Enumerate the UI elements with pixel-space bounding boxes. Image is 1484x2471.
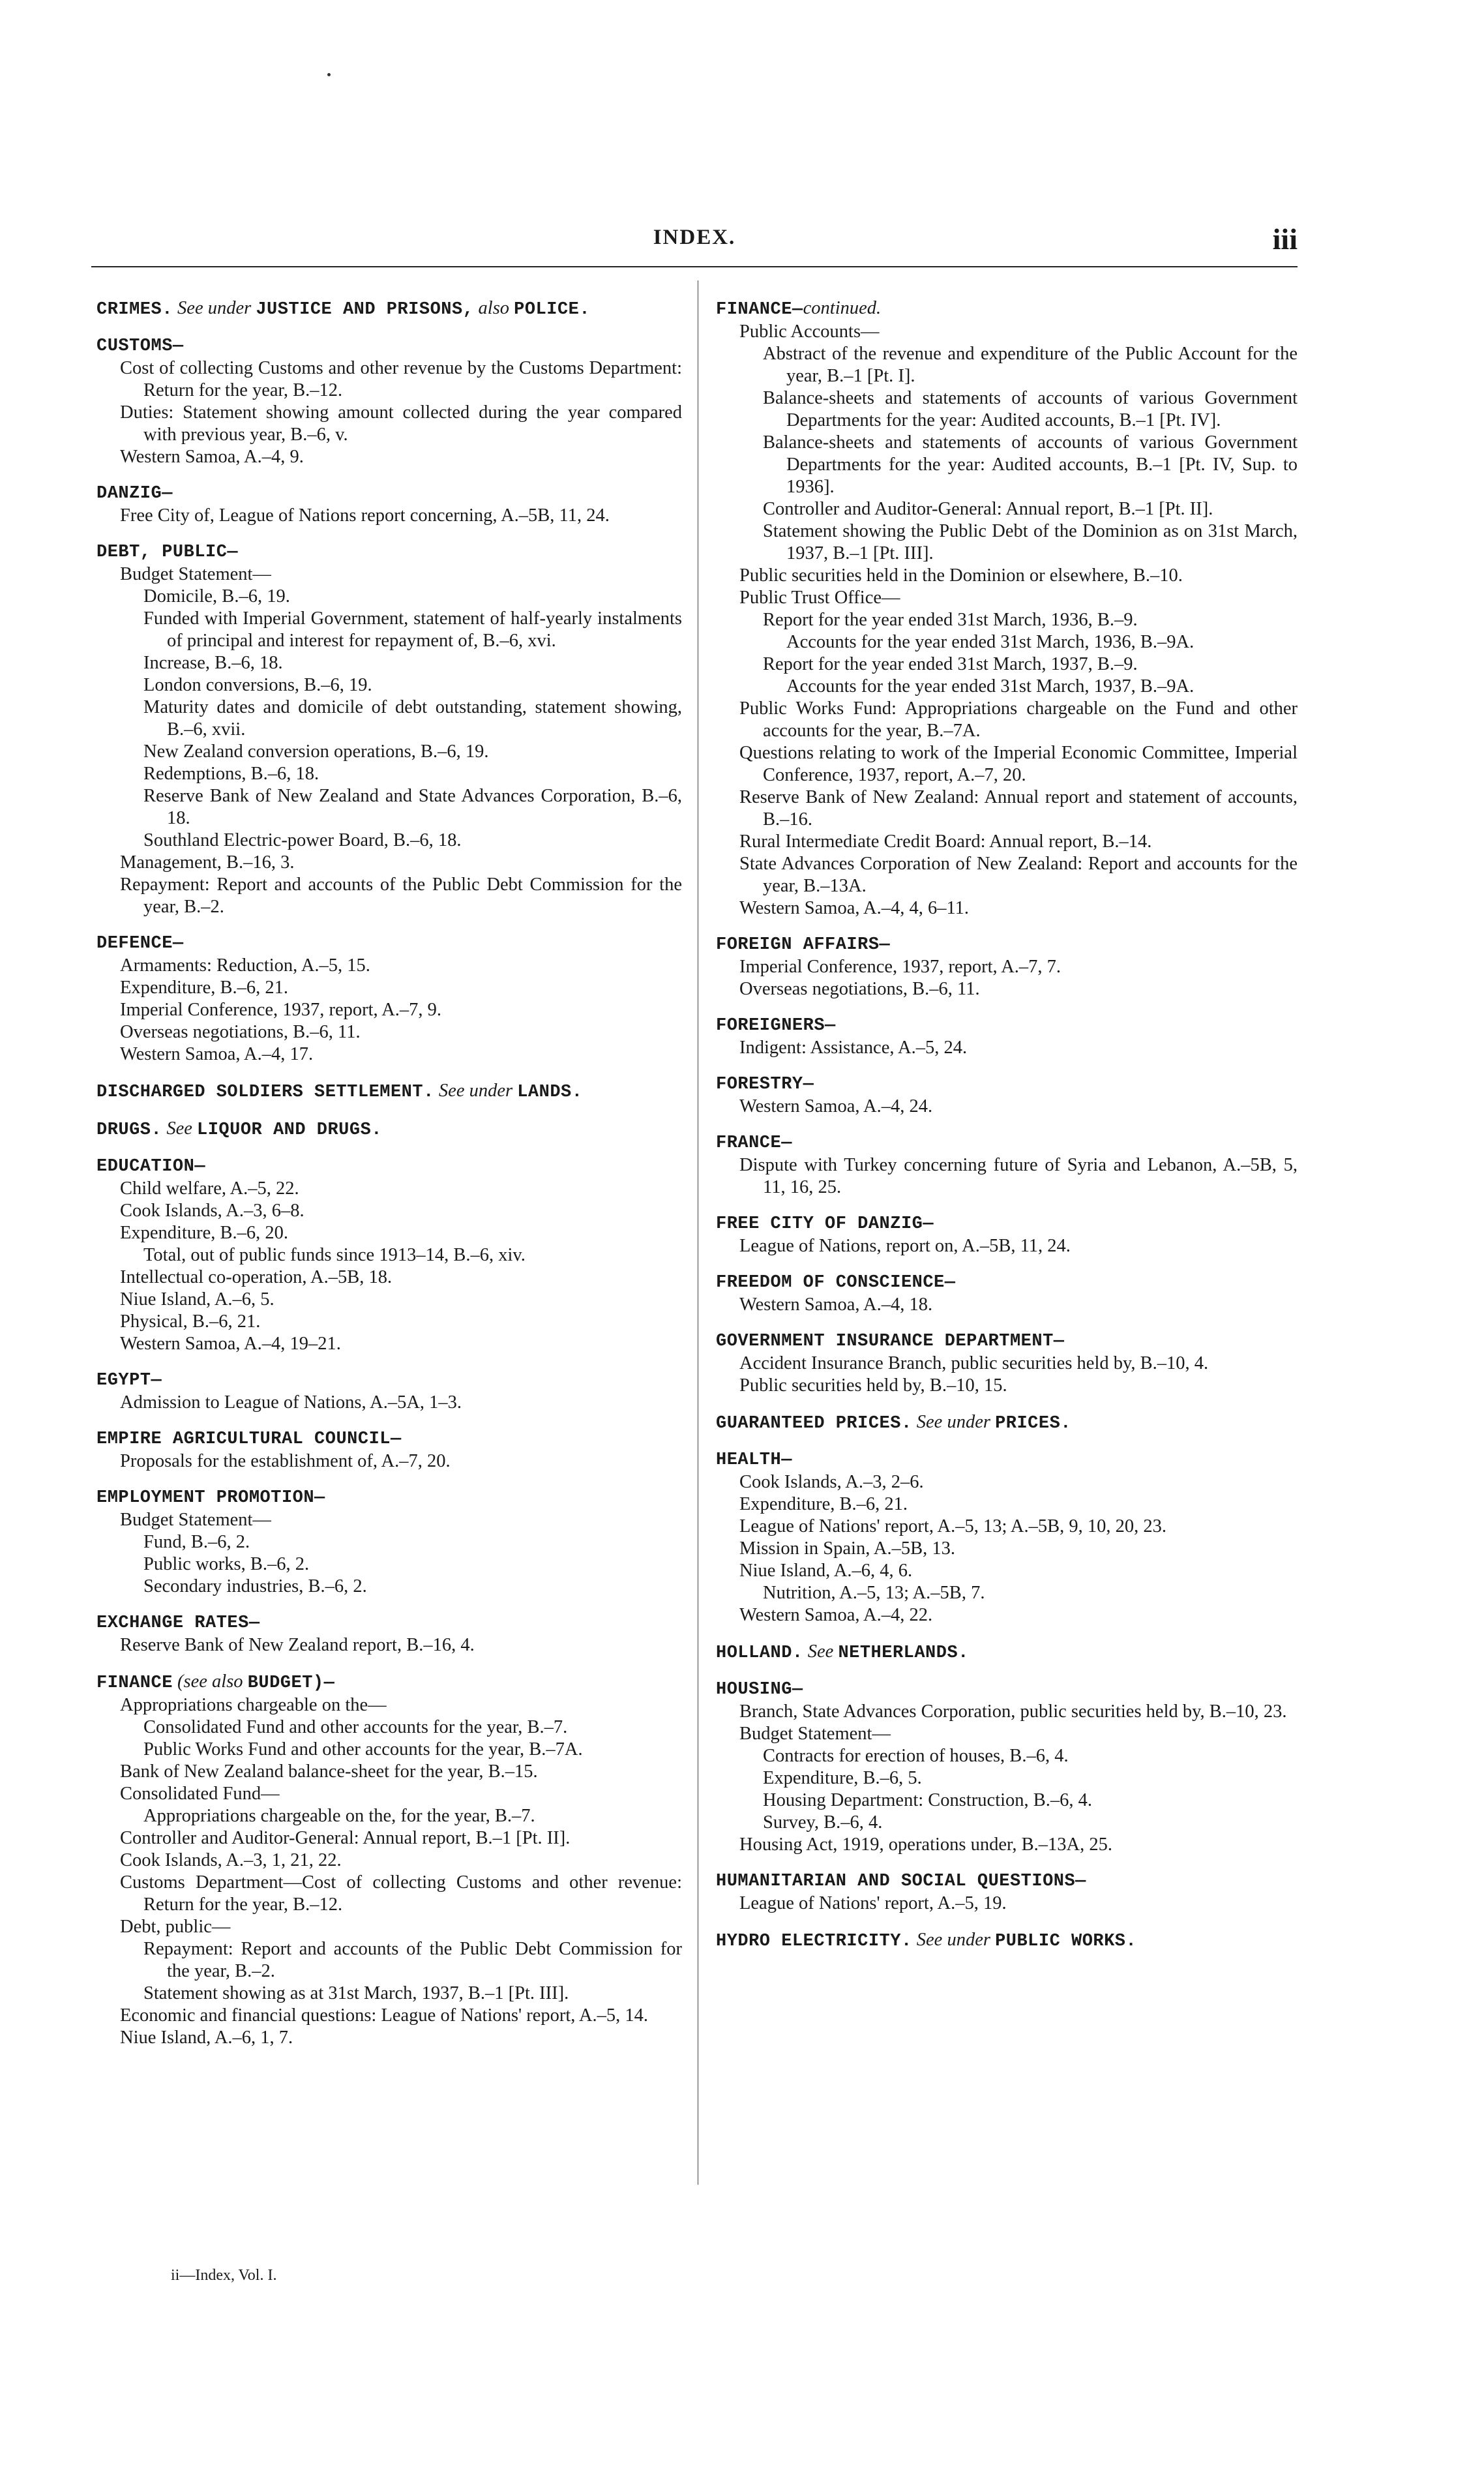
subentry: Western Samoa, A.–4, 22. — [739, 1605, 933, 1625]
subentry: Mission in Spain, A.–5B, 13. — [739, 1538, 955, 1559]
subentry: Southland Electric-power Board, B.–6, 18. — [143, 830, 462, 850]
subentry: Niue Island, A.–6, 5. — [120, 1289, 275, 1310]
entry-heading: EDUCATION— — [96, 1157, 206, 1176]
subentry: Questions relating to work of the Imperial Economic Committee, Imperial Conference, 1937, report, A.–7, 20. — [739, 743, 1298, 785]
subentry: Cook Islands, A.–3, 1, 21, 22. — [120, 1850, 342, 1870]
subentry: Accounts for the year ended 31st March, 1936, B.–9A. — [786, 632, 1195, 652]
subentry: Western Samoa, A.–4, 17. — [120, 1044, 314, 1064]
see-reference: (see also — [177, 1671, 243, 1692]
index-entry-defence — [96, 933, 682, 1066]
entry-heading: DANZIG— — [96, 484, 173, 503]
continued-label: continued. — [803, 298, 882, 318]
subentry: Customs Department—Cost of collecting Customs and other revenue: Return for the year, B.–12. — [120, 1872, 682, 1915]
index-entry-france — [716, 1132, 1298, 1199]
entry-heading: CUSTOMS— — [96, 337, 184, 356]
subentry: Housing Act, 1919, operations under, B.–13A, 25. — [739, 1835, 1112, 1855]
subentry: Cook Islands, A.–3, 6–8. — [120, 1201, 304, 1221]
subentry: Child welfare, A.–5, 22. — [120, 1178, 299, 1199]
see-reference: See under — [916, 1930, 990, 1950]
see-reference: also — [478, 298, 510, 318]
subentry: Consolidated Fund and other accounts for the year, B.–7. — [143, 1717, 568, 1737]
subentry: Report for the year ended 31st March, 1936, B.–9. — [763, 610, 1138, 630]
cross-reference: POLICE. — [514, 300, 591, 320]
index-entry-egypt — [96, 1370, 682, 1414]
entry-heading: GUARANTEED PRICES. — [716, 1414, 912, 1433]
entry-heading: HOLLAND. — [716, 1643, 803, 1663]
subentry: New Zealand conversion operations, B.–6, 19. — [143, 741, 489, 762]
subentry: Domicile, B.–6, 19. — [143, 586, 290, 607]
entry-heading: HEALTH— — [716, 1450, 792, 1470]
see-reference: See — [807, 1641, 834, 1662]
page-header — [91, 222, 1298, 265]
index-entry-exchange-rates — [96, 1612, 682, 1656]
subentry: Reserve Bank of New Zealand and State Advances Corporation, B.–6, 18. — [143, 786, 682, 828]
subentry: League of Nations, report on, A.–5B, 11, 24. — [739, 1236, 1071, 1256]
subentry: Reserve Bank of New Zealand: Annual report and statement of accounts, B.–16. — [739, 787, 1298, 830]
subentry: Statement showing the Public Debt of the Dominion as on 31st March, 1937, B.–1 [Pt. III]. — [763, 521, 1298, 563]
index-entry-foreign-affairs — [716, 934, 1298, 1000]
subentry: Reserve Bank of New Zealand report, B.–16, 4. — [120, 1635, 475, 1655]
entry-heading: DEBT, PUBLIC— — [96, 543, 239, 562]
entry-heading: FREEDOM OF CONSCIENCE— — [716, 1273, 956, 1293]
subentry: Management, B.–16, 3. — [120, 852, 295, 873]
entry-heading: EXCHANGE RATES— — [96, 1613, 260, 1633]
subentry: Armaments: Reduction, A.–5, 15. — [120, 955, 370, 976]
see-reference: See under — [916, 1412, 990, 1432]
subentry: Admission to League of Nations, A.–5A, 1–3. — [120, 1392, 462, 1413]
entry-heading: DRUGS. — [96, 1120, 162, 1140]
entry-heading: DEFENCE— — [96, 934, 184, 953]
entry-heading: FINANCE — [96, 1673, 173, 1693]
subentry: Controller and Auditor-General: Annual report, B.–1 [Pt. II]. — [120, 1828, 571, 1848]
subentry: Budget Statement— — [739, 1724, 891, 1744]
index-entry-freedom-of-conscience — [716, 1272, 1298, 1316]
subentry: Cook Islands, A.–3, 2–6. — [739, 1472, 924, 1492]
cross-reference: JUSTICE AND PRISONS, — [256, 300, 474, 320]
index-entry-finance-continued — [716, 297, 1298, 920]
subentry: Public securities held in the Dominion or elsewhere, B.–10. — [739, 565, 1183, 586]
cross-reference: PUBLIC WORKS. — [995, 1932, 1137, 1951]
subentry: Expenditure, B.–6, 5. — [763, 1768, 922, 1788]
subentry: Repayment: Report and accounts of the Public Debt Commission for the year, B.–2. — [120, 875, 682, 917]
index-entry-free-city-of-danzig — [716, 1213, 1298, 1257]
entry-heading: FOREIGNERS— — [716, 1016, 836, 1036]
subentry: Appropriations chargeable on the, for the year, B.–7. — [143, 1806, 535, 1826]
subentry: Repayment: Report and accounts of the Public Debt Commission for the year, B.–2. — [143, 1939, 682, 1981]
subentry: Budget Statement— — [120, 564, 271, 584]
subentry: Balance-sheets and statements of accounts of various Government Departments for the year: Audited accounts, B.–1 [Pt. IV]. — [763, 388, 1298, 430]
entry-heading: EGYPT— — [96, 1371, 162, 1390]
entry-heading: EMPIRE AGRICULTURAL COUNCIL— — [96, 1430, 402, 1449]
subentry: Contracts for erection of houses, B.–6, 4. — [763, 1746, 1069, 1766]
subentry: Fund, B.–6, 2. — [143, 1532, 250, 1552]
subentry: Western Samoa, A.–4, 19–21. — [120, 1334, 341, 1354]
subentry: Public Trust Office— — [739, 588, 900, 608]
page-number: iii — [1272, 222, 1298, 256]
index-entry-forestry — [716, 1073, 1298, 1118]
subentry: Western Samoa, A.–4, 24. — [739, 1096, 933, 1116]
subentry: Consolidated Fund— — [120, 1784, 280, 1804]
subentry: Economic and financial questions: League of Nations' report, A.–5, 14. — [120, 2005, 649, 2026]
subentry: Indigent: Assistance, A.–5, 24. — [739, 1038, 968, 1058]
subentry: Public works, B.–6, 2. — [143, 1554, 310, 1574]
subentry: Survey, B.–6, 4. — [763, 1812, 883, 1833]
subentry: Public Accounts— — [739, 322, 880, 342]
index-entry-danzig — [96, 483, 682, 527]
subentry: Imperial Conference, 1937, report, A.–7, 7. — [739, 957, 1061, 977]
subentry: Expenditure, B.–6, 20. — [120, 1223, 289, 1243]
see-reference: See — [166, 1118, 192, 1139]
subentry: Dispute with Turkey concerning future of Syria and Lebanon, A.–5B, 5, 11, 16, 25. — [739, 1155, 1298, 1197]
subentry: Redemptions, B.–6, 18. — [143, 764, 319, 784]
index-entry-guaranteed-prices — [716, 1411, 1298, 1435]
index-entry-employment-promotion — [96, 1487, 682, 1598]
cross-reference: LIQUOR AND DRUGS. — [197, 1120, 382, 1140]
subentry: Secondary industries, B.–6, 2. — [143, 1576, 367, 1596]
subentry: Increase, B.–6, 18. — [143, 653, 283, 673]
entry-heading: CRIMES. — [96, 300, 173, 320]
see-reference: See under — [438, 1081, 513, 1101]
print-dot — [327, 73, 331, 76]
index-entry-empire-agricultural — [96, 1428, 682, 1473]
subentry: Free City of, League of Nations report concerning, A.–5B, 11, 24. — [120, 505, 610, 526]
subentry: Public securities held by, B.–10, 15. — [739, 1375, 1007, 1396]
subentry: State Advances Corporation of New Zealand: Report and accounts for the year, B.–13A. — [739, 854, 1298, 896]
subentry: Public Works Fund: Appropriations chargeable on the Fund and other accounts for the year, B.–7A. — [739, 698, 1298, 741]
index-entry-foreigners — [716, 1015, 1298, 1059]
subentry: Statement showing as at 31st March, 1937, B.–1 [Pt. III]. — [143, 1983, 569, 2003]
entry-heading: HOUSING— — [716, 1680, 803, 1700]
entry-heading: FINANCE— — [716, 300, 803, 320]
subentry: Balance-sheets and statements of accounts of various Government Departments for the year: Audited accounts, B.–1 [Pt. IV, Sup. to 1936]. — [763, 432, 1298, 497]
subentry: Overseas negotiations, B.–6, 11. — [739, 979, 980, 999]
index-entry-government-insurance — [716, 1330, 1298, 1397]
subentry: Imperial Conference, 1937, report, A.–7, 9. — [120, 1000, 442, 1020]
subentry: Proposals for the establishment of, A.–7, 20. — [120, 1451, 451, 1471]
subentry: Accounts for the year ended 31st March, 1937, B.–9A. — [786, 676, 1195, 696]
entry-heading: EMPLOYMENT PROMOTION— — [96, 1488, 325, 1508]
entry-heading: FORESTRY— — [716, 1075, 814, 1094]
subentry: Niue Island, A.–6, 1, 7. — [120, 2028, 293, 2048]
subentry: Nutrition, A.–5, 13; A.–5B, 7. — [763, 1583, 985, 1603]
subentry: Intellectual co-operation, A.–5B, 18. — [120, 1267, 393, 1287]
subentry: Western Samoa, A.–4, 4, 6–11. — [739, 898, 970, 918]
subentry: Abstract of the revenue and expenditure of the Public Account for the year, B.–1 [Pt. I]. — [763, 344, 1298, 386]
subentry: Expenditure, B.–6, 21. — [739, 1494, 908, 1514]
index-entry-health — [716, 1449, 1298, 1626]
entry-heading: FOREIGN AFFAIRS— — [716, 935, 891, 955]
index-entry-discharged-soldiers — [96, 1080, 682, 1103]
cross-reference: LANDS. — [517, 1083, 583, 1102]
subentry: Overseas negotiations, B.–6, 11. — [120, 1022, 361, 1042]
cross-reference: BUDGET)— — [247, 1673, 335, 1693]
index-entry-housing — [716, 1679, 1298, 1856]
subentry: Report for the year ended 31st March, 1937, B.–9. — [763, 654, 1138, 674]
subentry: Western Samoa, A.–4, 18. — [739, 1295, 933, 1315]
subentry: Western Samoa, A.–4, 9. — [120, 447, 304, 467]
subentry: Cost of collecting Customs and other revenue by the Customs Department: Return for the year, B.–12. — [120, 358, 682, 400]
index-entry-hydro-electricity — [716, 1929, 1298, 1953]
subentry: Niue Island, A.–6, 4, 6. — [739, 1561, 913, 1581]
left-column — [96, 297, 682, 2063]
subentry: League of Nations' report, A.–5, 13; A.–5B, 9, 10, 20, 23. — [739, 1516, 1167, 1536]
cross-reference: NETHERLANDS. — [838, 1643, 969, 1663]
subentry: League of Nations' report, A.–5, 19. — [739, 1893, 1007, 1913]
cross-reference: PRICES. — [995, 1414, 1071, 1433]
subentry: Rural Intermediate Credit Board: Annual report, B.–14. — [739, 831, 1152, 852]
subentry: Housing Department: Construction, B.–6, 4. — [763, 1790, 1093, 1810]
entry-heading: HUMANITARIAN AND SOCIAL QUESTIONS— — [716, 1872, 1086, 1891]
header-rule — [91, 266, 1298, 267]
index-entry-holland — [716, 1641, 1298, 1664]
subentry: Appropriations chargeable on the— — [120, 1695, 387, 1715]
index-entry-education — [96, 1156, 682, 1355]
subentry: Budget Statement— — [120, 1510, 271, 1530]
entry-heading: FRANCE— — [716, 1133, 792, 1153]
subentry: London conversions, B.–6, 19. — [143, 675, 372, 695]
subentry: Public Works Fund and other accounts for the year, B.–7A. — [143, 1739, 583, 1760]
subentry: Total, out of public funds since 1913–14, B.–6, xiv. — [143, 1245, 526, 1265]
see-reference: See under — [177, 298, 252, 318]
subentry: Funded with Imperial Government, statement of half-yearly instalments of principal and interest for repayment of, B.–6, xvi. — [143, 608, 682, 651]
subentry: Maturity dates and domicile of debt outstanding, statement showing, B.–6, xvii. — [143, 697, 682, 740]
index-entry-humanitarian — [716, 1870, 1298, 1915]
subentry: Physical, B.–6, 21. — [120, 1311, 261, 1332]
subentry: Expenditure, B.–6, 21. — [120, 978, 289, 998]
subentry: Duties: Statement showing amount collected during the year compared with previous year, B.–6, v. — [120, 402, 682, 445]
subentry: Debt, public— — [120, 1917, 231, 1937]
entry-heading: FREE CITY OF DANZIG— — [716, 1214, 934, 1234]
subentry: Branch, State Advances Corporation, public securities held by, B.–10, 23. — [739, 1701, 1287, 1722]
entry-heading: GOVERNMENT INSURANCE DEPARTMENT— — [716, 1332, 1065, 1351]
index-entry-crimes — [96, 297, 682, 321]
right-column — [716, 297, 1298, 1967]
index-entry-customs — [96, 335, 682, 468]
entry-heading: HYDRO ELECTRICITY. — [716, 1932, 912, 1951]
index-entry-drugs — [96, 1118, 682, 1141]
subentry: Controller and Auditor-General: Annual report, B.–1 [Pt. II]. — [763, 499, 1213, 519]
page-footer: ii—Index, Vol. I. — [171, 2267, 277, 2284]
index-entry-debt-public — [96, 541, 682, 918]
entry-heading: DISCHARGED SOLDIERS SETTLEMENT. — [96, 1083, 434, 1102]
page-title: INDEX. — [653, 226, 736, 249]
index-entry-finance — [96, 1671, 682, 2049]
subentry: Bank of New Zealand balance-sheet for the year, B.–15. — [120, 1761, 538, 1782]
subentry: Accident Insurance Branch, public securities held by, B.–10, 4. — [739, 1353, 1209, 1373]
